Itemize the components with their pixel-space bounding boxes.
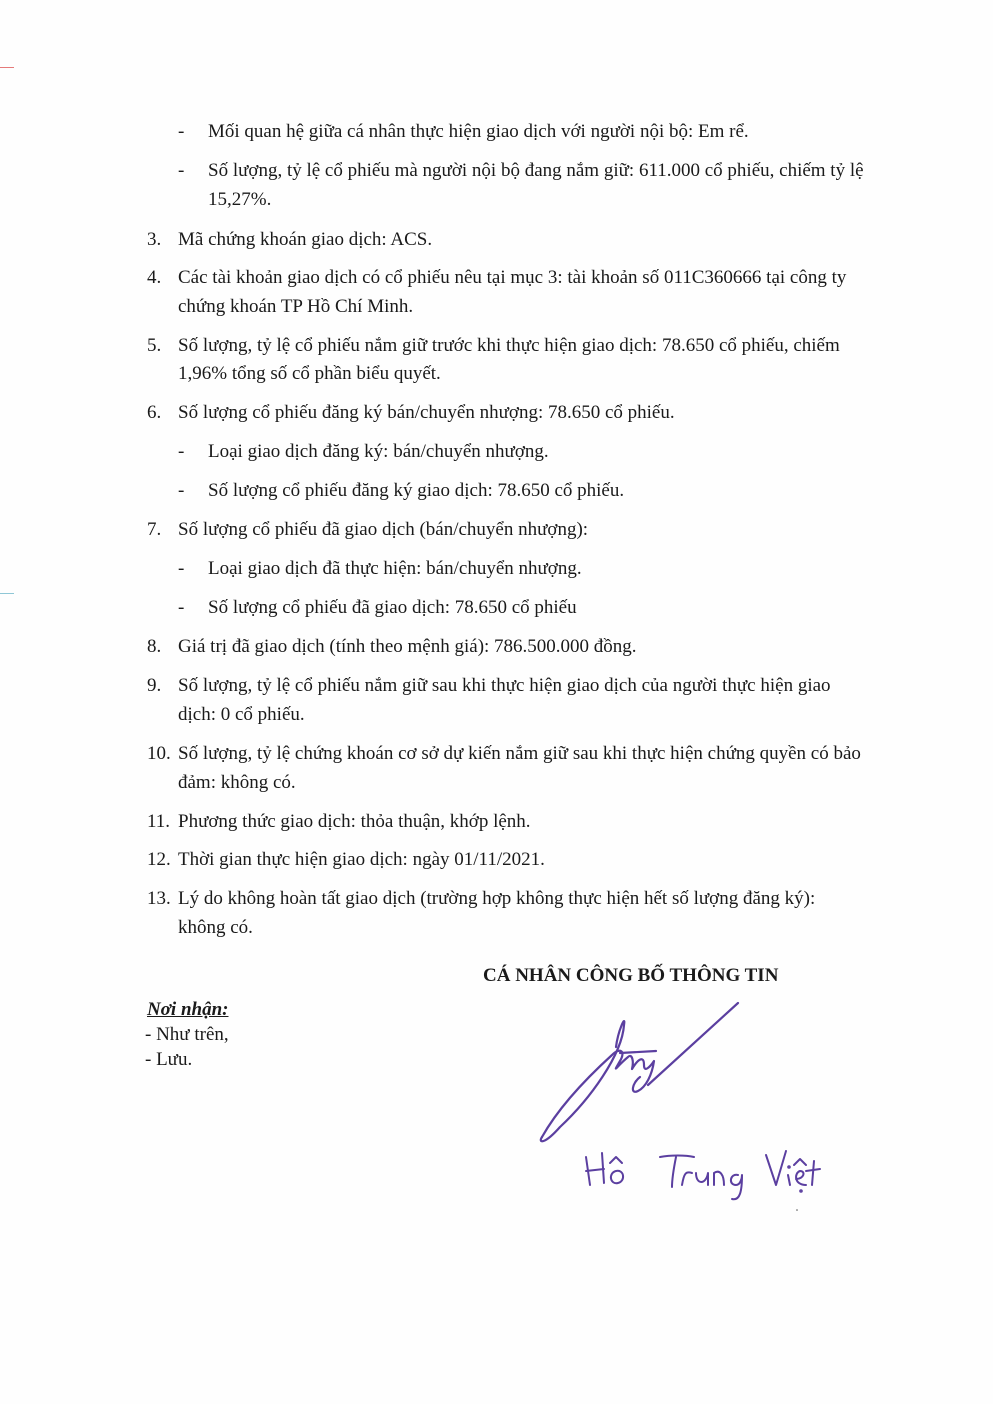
item-6-text: Số lượng cổ phiếu đăng ký bán/chuyển nhượng: 78.650 cổ phiếu. [178, 402, 675, 423]
item-number: 13. [147, 888, 171, 909]
item-13-line-2: không có. [178, 917, 253, 938]
item-number: 4. [147, 267, 162, 288]
item-number: 11. [147, 811, 171, 832]
item-number: 7. [147, 519, 162, 540]
item-7-sub-2: Số lượng cổ phiếu đã giao dịch: 78.650 cổ phiếu [208, 597, 577, 618]
handwritten-signature [520, 995, 840, 1205]
bullet-dash: - [178, 597, 185, 618]
bullet-dash: - [178, 480, 185, 501]
relationship-line: Mối quan hệ giữa cá nhân thực hiện giao dịch với người nội bộ: Em rể. [208, 121, 749, 142]
bullet-dash: - [178, 160, 185, 181]
item-3-text: Mã chứng khoán giao dịch: ACS. [178, 229, 433, 250]
item-number: 6. [147, 402, 162, 423]
item-number: 10. [147, 743, 171, 764]
item-number: 8. [147, 636, 162, 657]
item-7-sub-1: Loại giao dịch đã thực hiện: bán/chuyển nhượng. [208, 558, 582, 579]
item-number: 3. [147, 229, 162, 250]
recipient-line: - Lưu. [145, 1049, 193, 1070]
bullet-dash: - [178, 121, 185, 142]
item-5-line-1: Số lượng, tỷ lệ cổ phiếu nắm giữ trước khi thực hiện giao dịch: 78.650 cổ phiếu, chiếm [178, 335, 840, 356]
item-6-sub-1: Loại giao dịch đăng ký: bán/chuyển nhượng. [208, 441, 549, 462]
scan-edge-mark [0, 67, 14, 68]
recipient-line: - Như trên, [145, 1024, 229, 1045]
item-4-line-2: chứng khoán TP Hồ Chí Minh. [178, 296, 414, 317]
item-number: 5. [147, 335, 162, 356]
signature-block-title: CÁ NHÂN CÔNG BỐ THÔNG TIN [483, 965, 779, 986]
item-4-line-1: Các tài khoản giao dịch có cổ phiếu nêu tại mục 3: tài khoản số 011C360666 tại công ty [178, 267, 847, 288]
item-6-sub-2: Số lượng cổ phiếu đăng ký giao dịch: 78.650 cổ phiếu. [208, 480, 625, 501]
item-number: 12. [147, 849, 171, 870]
bullet-dash: - [178, 558, 185, 579]
item-9-line-2: dịch: 0 cổ phiếu. [178, 704, 305, 725]
item-10-line-2: đảm: không có. [178, 772, 296, 793]
insider-holding-line-1: Số lượng, tỷ lệ cổ phiếu mà người nội bộ đang nắm giữ: 611.000 cổ phiếu, chiếm tỷ lệ [208, 160, 864, 181]
item-7-text: Số lượng cổ phiếu đã giao dịch (bán/chuyển nhượng): [178, 519, 589, 540]
item-13-line-1: Lý do không hoàn tất giao dịch (trường hợp không thực hiện hết số lượng đăng ký): [178, 888, 816, 909]
recipients-title: Nơi nhận: [147, 999, 229, 1020]
item-11-text: Phương thức giao dịch: thỏa thuận, khớp lệnh. [178, 811, 531, 832]
item-9-line-1: Số lượng, tỷ lệ cổ phiếu nắm giữ sau khi thực hiện giao dịch của người thực hiện giao [178, 675, 831, 696]
item-12-text: Thời gian thực hiện giao dịch: ngày 01/11/2021. [178, 849, 545, 870]
scan-edge-mark [0, 593, 14, 594]
item-10-line-1: Số lượng, tỷ lệ chứng khoán cơ sở dự kiến nắm giữ sau khi thực hiện chứng quyền có bảo [178, 743, 861, 764]
item-5-line-2: 1,96% tổng số cổ phần biểu quyết. [178, 363, 441, 384]
item-8-text: Giá trị đã giao dịch (tính theo mệnh giá): 786.500.000 đồng. [178, 636, 637, 657]
item-number: 9. [147, 675, 162, 696]
bullet-dash: - [178, 441, 185, 462]
insider-holding-line-2: 15,27%. [208, 189, 272, 210]
